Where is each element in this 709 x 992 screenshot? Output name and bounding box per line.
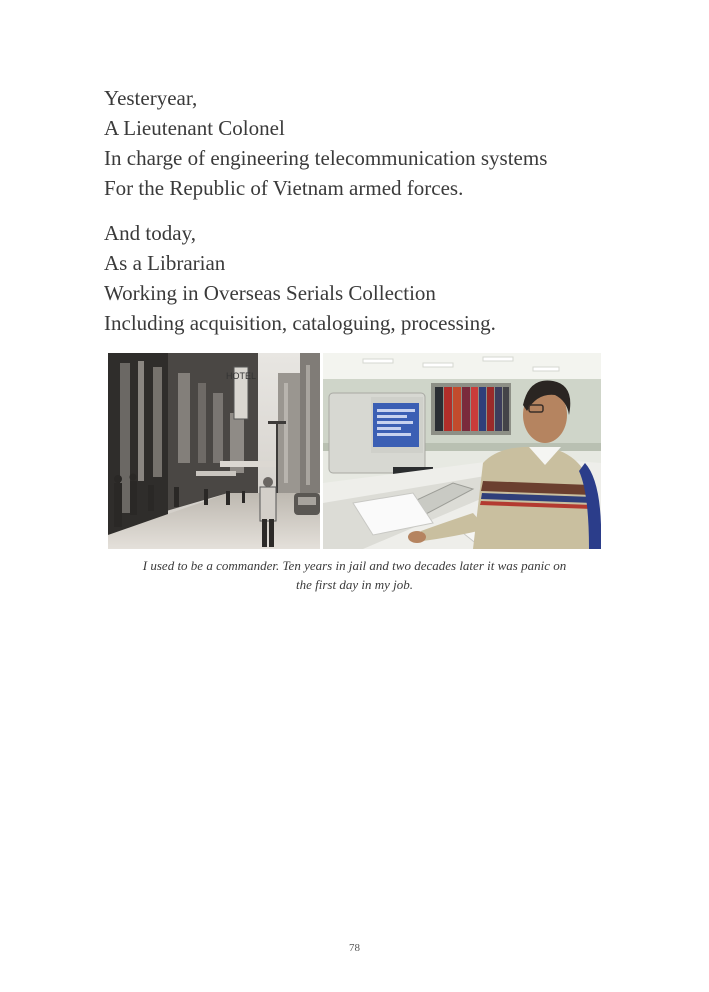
figure-caption (100, 556, 609, 594)
page-number: 78 (349, 942, 360, 954)
stanza-yesteryear (104, 83, 547, 203)
caption-line: I used to be a commander. Ten years in jail and two decades later it was panic on (142, 558, 567, 573)
poem-line: Working in Overseas Serials Collection (104, 281, 436, 305)
photo-strip (108, 353, 601, 549)
office-photo (323, 353, 601, 549)
poem-line: Including acquisition, cataloguing, processing. (104, 311, 496, 335)
poem-line: As a Librarian (104, 251, 226, 275)
hotel-sign: HOTEL (225, 371, 257, 381)
poem-line: Yesteryear, (104, 86, 198, 110)
poem-line: For the Republic of Vietnam armed forces. (104, 176, 464, 200)
poem-line: And today, (104, 221, 196, 245)
poem-line: A Lieutenant Colonel (104, 116, 285, 140)
caption-line: the first day in my job. (296, 577, 413, 592)
poem-line: In charge of engineering telecommunication systems (104, 146, 548, 170)
stanza-today (104, 218, 496, 338)
street-photo (108, 353, 320, 549)
